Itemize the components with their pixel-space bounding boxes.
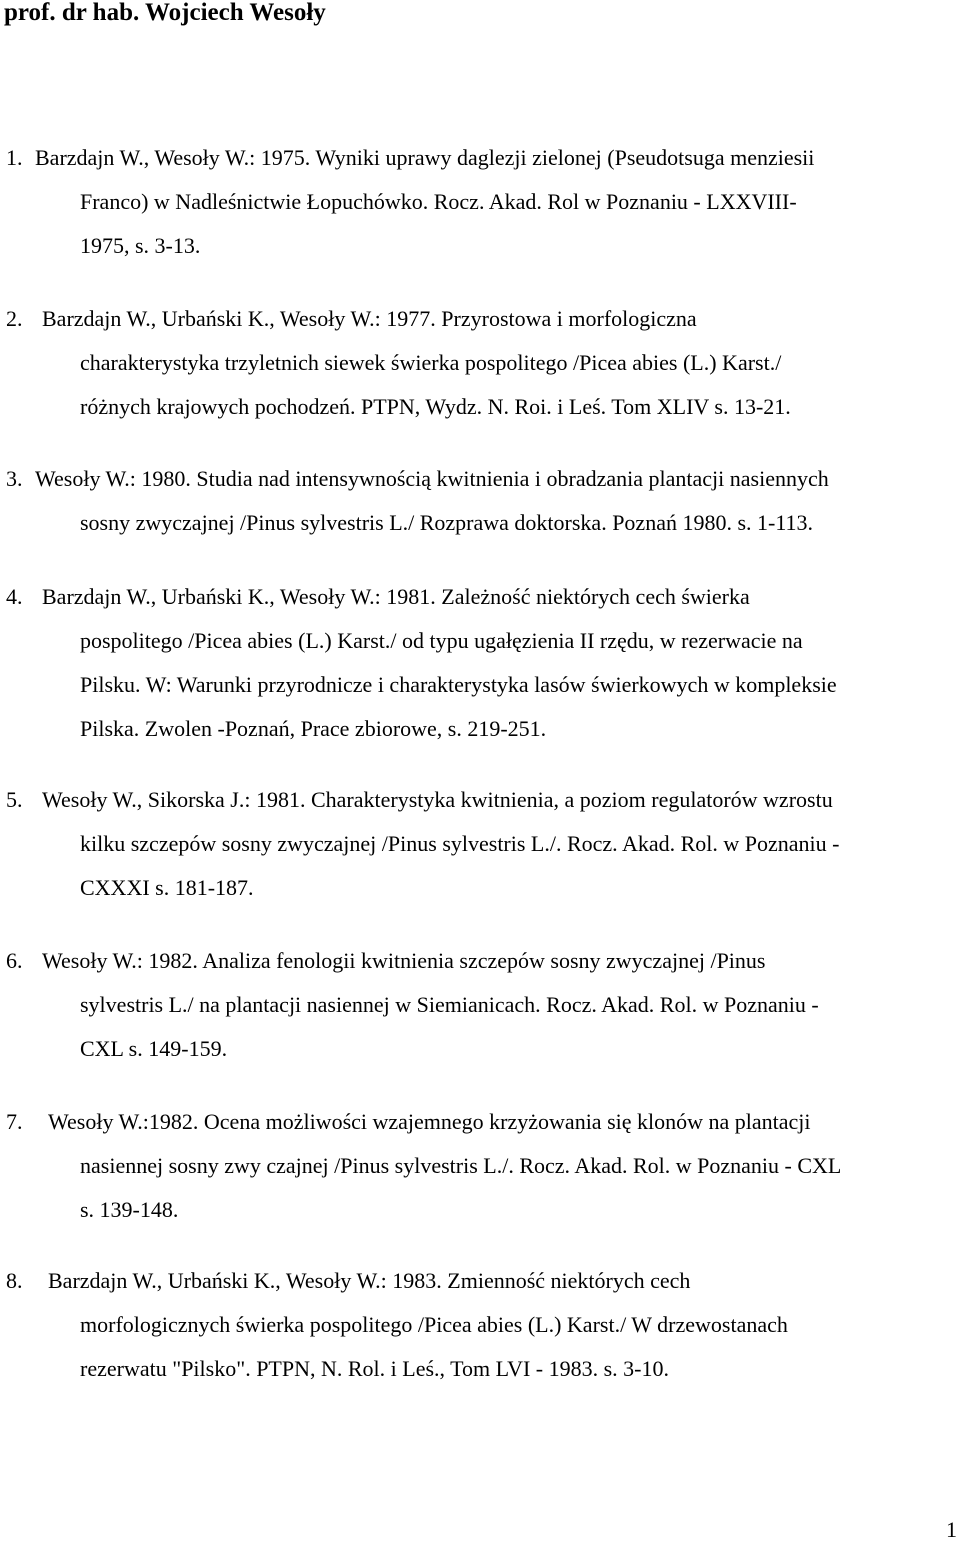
page-title: prof. dr hab. Wojciech Wesoły (4, 0, 326, 26)
entry-line: 1975, s. 3-13. (80, 233, 201, 258)
entry-line: pospolitego /Picea abies (L.) Karst./ od typu ugałęzienia II rzędu, w rezerwacie na (80, 628, 803, 653)
entry-number: 6. (6, 948, 23, 973)
entry-line: Pilska. Zwolen -Poznań, Prace zbiorowe, s. 219-251. (80, 716, 547, 741)
entry-number: 7. (6, 1109, 23, 1134)
entry-line: Wesoły W., Sikorska J.: 1981. Charakterystyka kwitnienia, a poziom regulatorów wzrostu (42, 787, 833, 812)
entry-line: sylvestris L./ na plantacji nasiennej w Siemianicach. Rocz. Akad. Rol. w Poznaniu - (80, 992, 819, 1017)
entry-line: Franco) w Nadleśnictwie Łopuchówko. Rocz. Akad. Rol w Poznaniu - LXXVIII- (80, 189, 797, 214)
entry-number: 4. (6, 584, 23, 609)
entry-number: 2. (6, 306, 23, 331)
entry-line: Barzdajn W., Urbański K., Wesoły W.: 1977. Przyrostowa i morfologiczna (42, 306, 697, 331)
entry-line: Barzdajn W., Urbański K., Wesoły W.: 1983. Zmienność niektórych cech (48, 1268, 691, 1293)
entry-line: rezerwatu "Pilsko". PTPN, N. Rol. i Leś., Tom LVI - 1983. s. 3-10. (80, 1356, 670, 1381)
entry-line: Barzdajn W., Wesoły W.: 1975. Wyniki uprawy daglezji zielonej (Pseudotsuga menziesii (35, 145, 815, 170)
entry-line: morfologicznych świerka pospolitego /Picea abies (L.) Karst./ W drzewostanach (80, 1312, 788, 1337)
entry-line: Pilsku. W: Warunki przyrodnicze i charakterystyka lasów świerkowych w kompleksie (80, 672, 837, 697)
entry-number: 8. (6, 1268, 23, 1293)
entry-line: CXXXI s. 181-187. (80, 875, 254, 900)
entry-number: 3. (6, 466, 23, 491)
entry-line: Barzdajn W., Urbański K., Wesoły W.: 1981. Zależność niektórych cech świerka (42, 584, 750, 609)
entry-number: 5. (6, 787, 23, 812)
entry-line: różnych krajowych pochodzeń. PTPN, Wydz. N. Roi. i Leś. Tom XLIV s. 13-21. (80, 394, 791, 419)
entry-line: CXL s. 149-159. (80, 1036, 228, 1061)
entry-number: 1. (6, 145, 23, 170)
page-number: 1 (946, 1517, 957, 1542)
entry-line: Wesoły W.:1982. Ocena możliwości wzajemnego krzyżowania się klonów na plantacji (48, 1109, 811, 1134)
entry-line: nasiennej sosny zwy czajnej /Pinus sylvestris L./. Rocz. Akad. Rol. w Poznaniu - CXL (80, 1153, 842, 1178)
entry-line: kilku szczepów sosny zwyczajnej /Pinus sylvestris L./. Rocz. Akad. Rol. w Poznaniu - (80, 831, 840, 856)
entry-line: Wesoły W.: 1980. Studia nad intensywnością kwitnienia i obradzania plantacji nasiennych (35, 466, 829, 491)
entry-line: charakterystyka trzyletnich siewek świerka pospolitego /Picea abies (L.) Karst./ (80, 350, 782, 375)
entry-line: sosny zwyczajnej /Pinus sylvestris L./ Rozprawa doktorska. Poznań 1980. s. 1-113. (80, 510, 814, 535)
entry-line: Wesoły W.: 1982. Analiza fenologii kwitnienia szczepów sosny zwyczajnej /Pinus (42, 948, 766, 973)
entry-line: s. 139-148. (80, 1197, 179, 1222)
